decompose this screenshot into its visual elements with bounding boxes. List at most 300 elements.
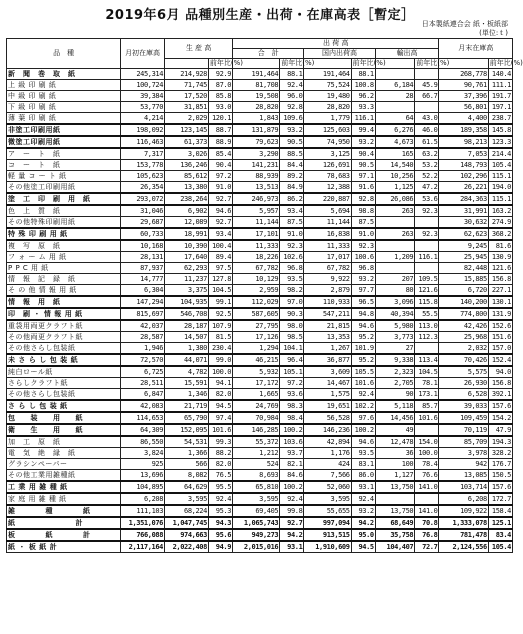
cell-ship-yoy: 90.3 [280,308,304,320]
cell-prod: 3,026 [165,148,209,160]
cell-open: 64,309 [121,424,165,436]
cell-exp: 12,478 [375,436,415,448]
cell-ship: 79,623 [233,136,280,148]
header-domestic: 国内出荷高 [304,49,375,59]
cell-ship-yoy: 86.2 [280,193,304,205]
cell-close-yoy: 105.4 [488,541,512,553]
cell-dom-yoy: 87.5 [351,217,375,229]
cell-dom: 14,467 [304,378,351,389]
cell-prod: 123,145 [165,124,209,136]
header-yoy: 前年比(%) [209,59,244,67]
cell-ship: 191,464 [233,69,280,80]
cell-prod: 1,047,745 [165,517,209,529]
cell-dom: 11,144 [304,217,351,229]
cell-close: 6,208 [439,493,488,505]
cell-dom: 1,910,609 [304,541,351,553]
cell-open: 28,587 [121,332,165,343]
cell-prod: 566 [165,459,209,470]
cell-close: 90,761 [439,80,488,91]
cell-open: 87,937 [121,263,165,274]
cell-close: 189,358 [439,124,488,136]
cell-open: 29,687 [121,217,165,229]
cell-ship: 11,144 [233,217,280,229]
cell-prod-yoy: 100.0 [208,366,232,378]
table-row [7,252,513,263]
table-row [7,308,513,320]
cell-open: 72,570 [121,354,165,366]
cell-prod: 68,224 [165,505,209,517]
row-label: その他特殊印刷用紙 [7,217,121,229]
table-row [7,217,513,229]
row-label: 純白ロール紙 [7,366,121,378]
cell-close: 39,033 [439,400,488,412]
cell-close-yoy: 121.6 [488,263,512,274]
table-row [7,193,513,205]
cell-close: 15,885 [439,274,488,285]
cell-close-yoy: 227.1 [488,285,512,297]
cell-exp-yoy: 47.2 [415,182,439,194]
cell-prod-yoy: 76.5 [208,470,232,482]
cell-exp: 1,125 [375,182,415,194]
cell-exp-yoy: 61.5 [415,136,439,148]
cell-dom-yoy: 91.6 [351,182,375,194]
cell-dom: 74,950 [304,136,351,148]
cell-close-yoy: 131.9 [488,308,512,320]
cell-prod: 3,595 [165,493,209,505]
cell-open: 31,046 [121,205,165,217]
cell-dom-yoy: 94.5 [351,541,375,553]
cell-exp [375,102,415,113]
cell-open: 153,778 [121,160,165,171]
cell-ship: 8,693 [233,470,280,482]
cell-open: 815,697 [121,308,165,320]
cell-ship: 10,129 [233,274,280,285]
cell-open: 2,117,164 [121,541,165,553]
table-row [7,285,513,297]
cell-close-yoy: 157.6 [488,481,512,493]
cell-close-yoy: 191.7 [488,91,512,102]
table-row [7,113,513,125]
table-row [7,481,513,493]
cell-ship-yoy: 92.8 [280,102,304,113]
cell-close-yoy: 157.6 [488,400,512,412]
cell-open: 1,946 [121,343,165,355]
cell-close-yoy: 123.3 [488,136,512,148]
cell-close: 781,478 [439,529,488,541]
table-row [7,541,513,553]
cell-prod: 4,782 [165,366,209,378]
cell-ship: 1,665 [233,389,280,401]
cell-prod: 152,095 [165,424,209,436]
cell-close: 4,400 [439,113,488,125]
header-closing-stock: 月末在庫高 [439,39,513,59]
cell-exp-yoy: 52.2 [415,171,439,182]
row-label: 微塗工印刷用紙 [7,136,121,148]
cell-open: 100,724 [121,80,165,91]
cell-close: 6,720 [439,285,488,297]
cell-open: 116,463 [121,136,165,148]
table-row [7,296,513,308]
cell-ship-yoy: 97.0 [280,296,304,308]
cell-dom: 1,267 [304,343,351,355]
cell-dom-yoy: 94.2 [351,517,375,529]
cell-ship-yoy: 98.5 [280,332,304,343]
cell-exp-yoy: 53.2 [415,160,439,171]
cell-ship: 141,231 [233,160,280,171]
cell-dom-yoy: 90.5 [351,160,375,171]
cell-open: 6,847 [121,389,165,401]
cell-open: 104,895 [121,481,165,493]
cell-dom-yoy: 83.1 [351,459,375,470]
cell-prod: 2,029 [165,113,209,125]
cell-close: 1,333,078 [439,517,488,529]
cell-prod-yoy: 127.8 [208,274,232,285]
cell-ship: 13,513 [233,182,280,194]
cell-close: 70,426 [439,354,488,366]
row-label: 情 報 記 録 紙 [7,274,121,285]
table-row [7,102,513,113]
cell-prod: 6,902 [165,205,209,217]
cell-exp-yoy: 70.8 [415,517,439,529]
cell-close-yoy: 111.1 [488,80,512,91]
cell-ship-yoy: 100.2 [280,481,304,493]
cell-prod-yoy: 91.0 [208,182,232,194]
cell-exp-yoy: 104.5 [415,366,439,378]
cell-exp-yoy: 78.4 [415,459,439,470]
cell-ship: 46,215 [233,354,280,366]
table-row [7,148,513,160]
cell-prod: 1,380 [165,343,209,355]
cell-open: 293,072 [121,193,165,205]
cell-close-yoy: 194.3 [488,436,512,448]
cell-exp-yoy: 78.1 [415,378,439,389]
cell-exp-yoy [415,263,439,274]
table-row [7,529,513,541]
cell-dom-yoy: 100.2 [351,424,375,436]
cell-open: 1,351,076 [121,517,165,529]
cell-prod: 44,071 [165,354,209,366]
cell-prod: 65,790 [165,412,209,424]
cell-dom: 42,894 [304,436,351,448]
cell-dom-yoy: 100.8 [351,80,375,91]
cell-dom: 78,683 [304,171,351,182]
cell-close: 5,575 [439,366,488,378]
cell-prod: 14,507 [165,332,209,343]
cell-close-yoy: 140.4 [488,69,512,80]
cell-prod-yoy: 92.7 [208,193,232,205]
cell-close-yoy: 145.8 [488,124,512,136]
cell-close: 3,978 [439,448,488,459]
table-row [7,124,513,136]
cell-close: 25,945 [439,252,488,263]
cell-dom: 19,480 [304,91,351,102]
cell-ship: 2,015,016 [233,541,280,553]
cell-ship-yoy: 93.2 [280,124,304,136]
cell-prod: 1,366 [165,448,209,459]
cell-open: 114,653 [121,412,165,424]
cell-prod: 238,264 [165,193,209,205]
cell-exp: 2,705 [375,378,415,389]
cell-close: 56,801 [439,102,488,113]
cell-exp: 3,096 [375,296,415,308]
cell-dom: 9,922 [304,274,351,285]
table-row [7,182,513,194]
cell-open: 3,824 [121,448,165,459]
cell-prod: 21,719 [165,400,209,412]
row-label: フ ォ ー ム 用 紙 [7,252,121,263]
cell-exp: 36 [375,448,415,459]
cell-exp-yoy: 113.0 [415,320,439,332]
cell-dom: 19,651 [304,400,351,412]
cell-ship-yoy: 98.3 [280,400,304,412]
cell-ship: 2,959 [233,285,280,297]
cell-open: 147,294 [121,296,165,308]
cell-exp-yoy: 63.2 [415,148,439,160]
cell-exp: 2,323 [375,366,415,378]
cell-prod: 136,246 [165,160,209,171]
cell-dom: 126,691 [304,160,351,171]
cell-prod-yoy: 88.7 [208,124,232,136]
cell-dom-yoy: 101.9 [351,343,375,355]
cell-ship: 5,932 [233,366,280,378]
cell-prod-yoy: 94.1 [208,378,232,389]
cell-open: 111,103 [121,505,165,517]
cell-dom: 547,211 [304,308,351,320]
cell-ship-yoy: 90.5 [280,136,304,148]
cell-close-yoy: 158.4 [488,505,512,517]
cell-open: 10,168 [121,240,165,252]
cell-dom-yoy: 92.8 [351,193,375,205]
cell-dom: 997,094 [304,517,351,529]
table-body [7,69,513,553]
cell-dom-yoy: 88.1 [351,69,375,80]
cell-dom: 1,575 [304,389,351,401]
cell-ship: 17,101 [233,228,280,240]
cell-prod: 17,520 [165,91,209,102]
cell-prod-yoy: 97.5 [208,263,232,274]
cell-prod: 61,373 [165,136,209,148]
cell-dom-yoy: 99.4 [351,124,375,136]
table-row [7,136,513,148]
cell-dom: 28,820 [304,102,351,113]
cell-open: 105,623 [121,171,165,182]
cell-dom-yoy: 93.2 [351,136,375,148]
cell-exp: 1,209 [375,252,415,263]
cell-ship-yoy: 89.2 [280,171,304,182]
table-row [7,274,513,285]
cell-ship-yoy: 92.3 [280,240,304,252]
cell-dom: 220,887 [304,193,351,205]
cell-prod: 54,531 [165,436,209,448]
cell-close-yoy: 115.1 [488,193,512,205]
cell-open: 28,131 [121,252,165,263]
cell-dom-yoy: 93.2 [351,274,375,285]
cell-close-yoy: 163.2 [488,205,512,217]
cell-ship-yoy: 104.1 [280,343,304,355]
cell-close-yoy: 157.0 [488,343,512,355]
cell-exp: 6,276 [375,124,415,136]
cell-exp: 90 [375,389,415,401]
cell-prod-yoy: 81.5 [208,332,232,343]
cell-close: 6,528 [439,389,488,401]
row-label: 情 報 用 紙 [7,296,121,308]
cell-ship: 55,372 [233,436,280,448]
cell-dom: 2,879 [304,285,351,297]
row-label: コ ー ト 紙 [7,160,121,171]
cell-prod-yoy: 230.4 [208,343,232,355]
row-label: その他塗工印刷用紙 [7,182,121,194]
cell-close: 98,213 [439,136,488,148]
cell-dom-yoy: 92.4 [351,389,375,401]
row-label: 雑 種 紙 [7,505,121,517]
cell-close: 26,930 [439,378,488,389]
row-label: 衛 生 用 紙 [7,424,121,436]
row-label: その他工業用雑種紙 [7,470,121,482]
cell-dom: 110,933 [304,296,351,308]
cell-prod: 85,612 [165,171,209,182]
cell-prod-yoy: 101.6 [208,424,232,436]
cell-close-yoy: 238.7 [488,113,512,125]
cell-prod: 104,935 [165,296,209,308]
cell-prod-yoy: 93.0 [208,102,232,113]
row-label: 上 級 印 刷 紙 [7,80,121,91]
cell-exp-yoy: 154.0 [415,436,439,448]
cell-close-yoy: 83.4 [488,529,512,541]
cell-ship: 67,782 [233,263,280,274]
cell-ship: 88,939 [233,171,280,182]
cell-prod-yoy: 90.4 [208,160,232,171]
cell-prod: 3,375 [165,285,209,297]
cell-open: 766,088 [121,529,165,541]
cell-ship-yoy: 92.4 [280,80,304,91]
cell-exp: 263 [375,205,415,217]
cell-dom-yoy: 102.2 [351,400,375,412]
cell-dom: 21,815 [304,320,351,332]
cell-exp: 165 [375,148,415,160]
cell-exp-yoy [415,493,439,505]
cell-exp: 40,394 [375,308,415,320]
cell-ship: 18,226 [233,252,280,263]
cell-exp-yoy [415,343,439,355]
cell-exp: 14,456 [375,412,415,424]
cell-dom: 36,877 [304,354,351,366]
cell-ship: 3,595 [233,493,280,505]
cell-close: 13,085 [439,470,488,482]
row-label: 色 上 質 紙 [7,205,121,217]
cell-prod: 62,293 [165,263,209,274]
cell-ship-yoy: 92.4 [280,493,304,505]
cell-close: 25,968 [439,332,488,343]
cell-prod-yoy: 97.2 [208,171,232,182]
table-row [7,412,513,424]
cell-ship-yoy: 84.6 [280,470,304,482]
cell-dom-yoy: 92.3 [351,240,375,252]
table-row [7,424,513,436]
cell-exp: 4,673 [375,136,415,148]
cell-prod-yoy: 92.7 [208,217,232,229]
cell-dom-yoy: 93.5 [351,448,375,459]
cell-prod: 64,629 [165,481,209,493]
cell-prod-yoy: 92.5 [208,308,232,320]
cell-exp [375,217,415,229]
cell-dom: 17,017 [304,252,351,263]
header-export: 輸出高 [375,49,439,59]
cell-close: 268,778 [439,69,488,80]
cell-dom: 13,353 [304,332,351,343]
cell-open: 245,314 [121,69,165,80]
cell-exp: 13,750 [375,505,415,517]
cell-exp-yoy: 76.6 [415,470,439,482]
cell-exp [375,263,415,274]
cell-close: 140,200 [439,296,488,308]
cell-exp-yoy: 100.0 [415,448,439,459]
cell-ship-yoy: 96.0 [280,91,304,102]
cell-exp: 27 [375,343,415,355]
cell-open: 925 [121,459,165,470]
cell-ship-yoy: 88.1 [280,69,304,80]
cell-prod-yoy: 94.6 [208,205,232,217]
cell-exp: 100 [375,459,415,470]
cell-exp-yoy [415,240,439,252]
cell-ship: 1,065,743 [233,517,280,529]
cell-dom: 913,515 [304,529,351,541]
cell-ship-yoy: 84.4 [280,160,304,171]
row-label: 中 級 印 刷 紙 [7,91,121,102]
row-label: さ ら し 包 装 紙 [7,400,121,412]
cell-ship-yoy: 93.1 [280,541,304,553]
cell-close-yoy: 81.6 [488,240,512,252]
cell-exp-yoy: 173.1 [415,389,439,401]
cell-exp-yoy: 121.6 [415,285,439,297]
cell-exp-yoy: 45.9 [415,80,439,91]
cell-prod: 31,851 [165,102,209,113]
cell-exp [375,493,415,505]
cell-exp: 6,184 [375,80,415,91]
row-label: その他両更クラフト紙 [7,332,121,343]
cell-dom: 11,333 [304,240,351,252]
cell-close: 85,709 [439,436,488,448]
cell-close: 70,119 [439,424,488,436]
row-label: その他さらし包装紙 [7,389,121,401]
cell-exp-yoy: 76.8 [415,529,439,541]
cell-ship: 17,172 [233,378,280,389]
cell-dom: 12,388 [304,182,351,194]
cell-exp-yoy: 141.0 [415,505,439,517]
cell-ship-yoy: 100.2 [280,424,304,436]
cell-ship: 11,333 [233,240,280,252]
cell-open: 26,354 [121,182,165,194]
cell-dom-yoy: 100.6 [351,252,375,263]
cell-ship: 65,810 [233,481,280,493]
cell-ship: 5,957 [233,205,280,217]
cell-ship: 1,212 [233,448,280,459]
cell-dom-yoy: 93.2 [351,505,375,517]
table-row [7,354,513,366]
cell-close: 103,714 [439,481,488,493]
cell-prod-yoy: 107.9 [208,320,232,332]
cell-close-yoy: 154.2 [488,412,512,424]
cell-ship: 24,769 [233,400,280,412]
cell-dom-yoy: 94.8 [351,308,375,320]
cell-ship-yoy: 82.1 [280,459,304,470]
cell-prod-yoy: 82.0 [208,389,232,401]
cell-dom: 3,125 [304,148,351,160]
cell-exp-yoy [415,102,439,113]
publisher-label: 日本製紙連合会 紙・板紙部 [421,20,508,28]
cell-prod-yoy: 93.4 [208,228,232,240]
cell-close-yoy: 156.8 [488,378,512,389]
table-row [7,343,513,355]
